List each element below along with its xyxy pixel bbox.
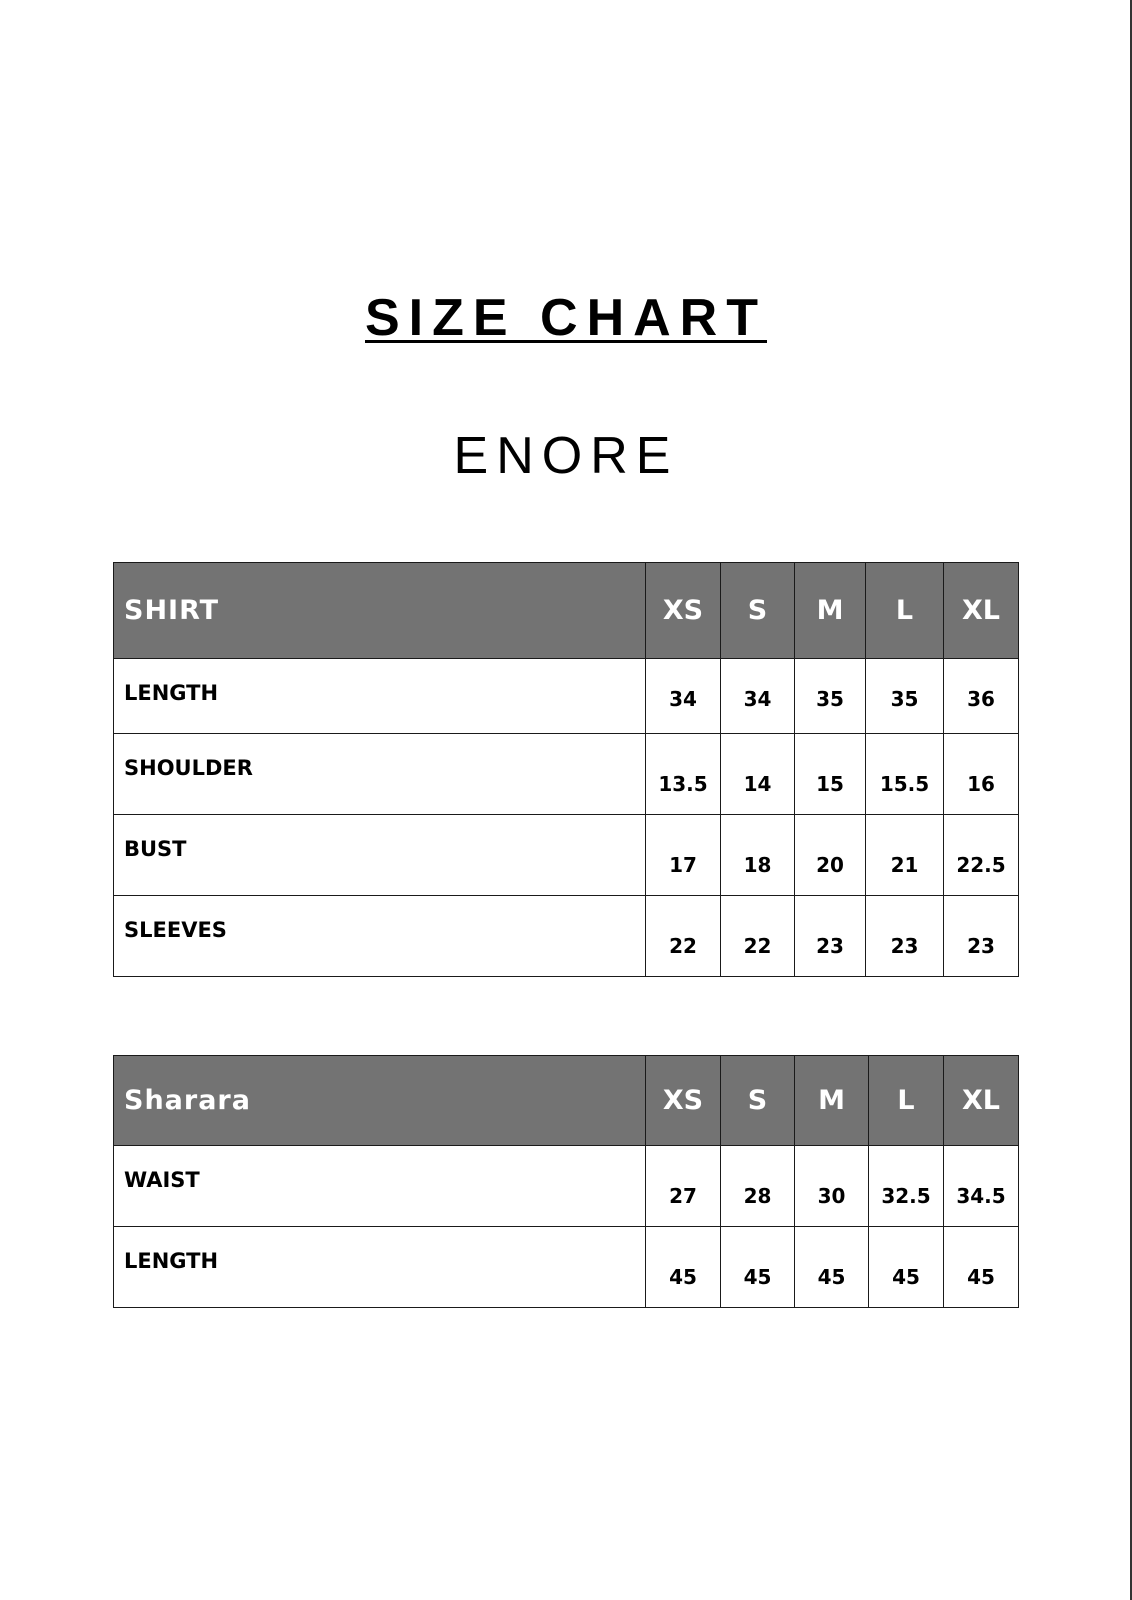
- measurement-value: 15: [795, 734, 866, 815]
- sharara-header-label: Sharara: [114, 1056, 646, 1146]
- size-header-xs: XS: [646, 1056, 721, 1146]
- measurement-label: WAIST: [114, 1146, 646, 1227]
- measurement-value: 34: [721, 659, 795, 734]
- measurement-label: SLEEVES: [114, 896, 646, 977]
- size-header-xl: XL: [944, 563, 1019, 659]
- size-header-m: M: [795, 1056, 869, 1146]
- measurement-value: 23: [866, 896, 944, 977]
- brand-name: ENORE: [453, 427, 679, 485]
- size-header-l: L: [869, 1056, 944, 1146]
- measurement-value: 16: [944, 734, 1019, 815]
- measurement-value: 30: [795, 1146, 869, 1227]
- size-header-xl: XL: [944, 1056, 1019, 1146]
- measurement-value: 45: [869, 1227, 944, 1308]
- measurement-value: 23: [795, 896, 866, 977]
- measurement-label: BUST: [114, 815, 646, 896]
- measurement-value: 14: [721, 734, 795, 815]
- measurement-value: 45: [646, 1227, 721, 1308]
- measurement-value: 45: [721, 1227, 795, 1308]
- measurement-value: 32.5: [869, 1146, 944, 1227]
- table-row: [114, 815, 1019, 896]
- size-header-l: L: [866, 563, 944, 659]
- table-row: [114, 896, 1019, 977]
- sharara-header-row: [114, 1056, 1019, 1146]
- measurement-value: 22: [646, 896, 721, 977]
- shirt-header-row: [114, 563, 1019, 659]
- measurement-value: 21: [866, 815, 944, 896]
- measurement-value: 28: [721, 1146, 795, 1227]
- table-row: [114, 1227, 1019, 1308]
- table-row: [114, 659, 1019, 734]
- measurement-label: SHOULDER: [114, 734, 646, 815]
- size-header-m: M: [795, 563, 866, 659]
- measurement-value: 34: [646, 659, 721, 734]
- page-title-text: SIZE CHART: [365, 289, 767, 347]
- measurement-value: 23: [944, 896, 1019, 977]
- measurement-value: 18: [721, 815, 795, 896]
- size-header-s: S: [721, 563, 795, 659]
- size-header-s: S: [721, 1056, 795, 1146]
- measurement-value: 15.5: [866, 734, 944, 815]
- table-row: [114, 734, 1019, 815]
- measurement-value: 17: [646, 815, 721, 896]
- measurement-value: 20: [795, 815, 866, 896]
- measurement-value: 22: [721, 896, 795, 977]
- measurement-value: 35: [866, 659, 944, 734]
- measurement-label: LENGTH: [114, 1227, 646, 1308]
- measurement-value: 13.5: [646, 734, 721, 815]
- measurement-value: 36: [944, 659, 1019, 734]
- measurement-value: 35: [795, 659, 866, 734]
- measurement-value: 27: [646, 1146, 721, 1227]
- size-header-xs: XS: [646, 563, 721, 659]
- measurement-value: 34.5: [944, 1146, 1019, 1227]
- shirt-header-label: SHIRT: [114, 563, 646, 659]
- sharara-size-table: [113, 1055, 1019, 1308]
- shirt-size-table: [113, 562, 1019, 977]
- measurement-label: LENGTH: [114, 659, 646, 734]
- measurement-value: 45: [944, 1227, 1019, 1308]
- measurement-value: 22.5: [944, 815, 1019, 896]
- page-title: [0, 288, 1132, 348]
- measurement-value: 45: [795, 1227, 869, 1308]
- table-row: [114, 1146, 1019, 1227]
